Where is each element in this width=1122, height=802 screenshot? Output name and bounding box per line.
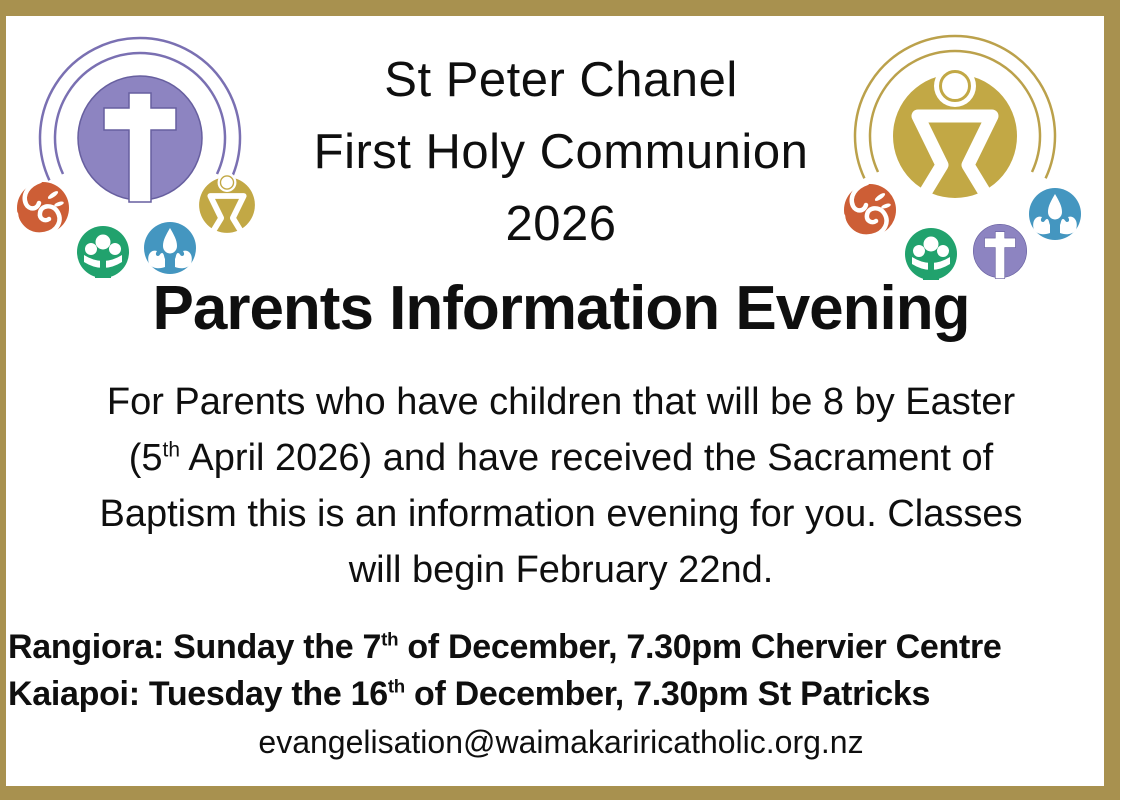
- body-line-4: will begin February 22nd.: [348, 549, 774, 591]
- rangiora-pre: Rangiora: Sunday the 7: [8, 628, 382, 666]
- title-line-1: St Peter Chanel: [384, 53, 738, 107]
- schedule-rangiora: [8, 624, 1122, 671]
- rangiora-post: of December, 7.30pm Chervier Centre: [398, 628, 1002, 666]
- kaiapoi-pre: Kaiapoi: Tuesday the 16: [8, 675, 388, 713]
- kaiapoi-post: of December, 7.30pm St Patricks: [404, 675, 931, 713]
- body-line-3: Baptism this is an information evening for you. Classes: [99, 493, 1023, 535]
- body-text: [0, 374, 1122, 598]
- title-line-2: First Holy Communion: [313, 125, 809, 179]
- body-line-2-post: April 2026) and have received the Sacrament of: [179, 437, 994, 479]
- schedule: [0, 624, 1122, 718]
- body-line-2: [0, 430, 1122, 486]
- body-line-1: For Parents who have children that will be 8 by Easter: [106, 381, 1016, 423]
- body-line-2-pre: (5: [128, 437, 163, 479]
- ordinal-superscript: th: [387, 675, 405, 697]
- event-title: [0, 44, 1122, 260]
- contact-email: evangelisation@waimakariricatholic.org.nz: [258, 724, 864, 760]
- title-line-3: 2026: [505, 197, 617, 251]
- page-title: Parents Information Evening: [152, 274, 970, 343]
- ordinal-superscript: th: [381, 628, 399, 650]
- ordinal-superscript: th: [162, 438, 180, 462]
- schedule-kaiapoi: [8, 671, 1122, 718]
